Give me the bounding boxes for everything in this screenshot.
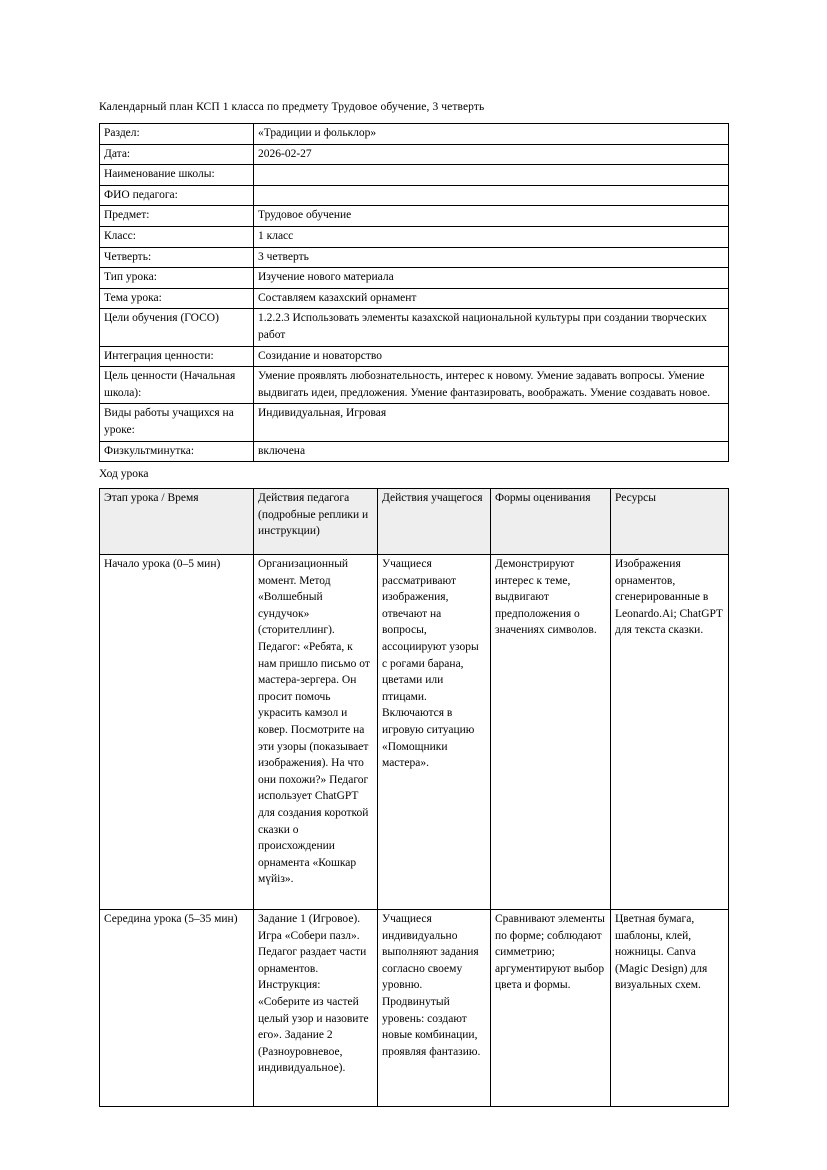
cell-teacher-actions: Организационный момент. Метод «Волшебный сундучок» (сторителлинг). Педагог: «Ребята, к нам пришло письмо от мастера-зергера. Он просит помочь украсить камзол и ковер. Посмотрите на эти узоры (показывает изображения). На что они похожи?» Педагог использует ChatGPT для создания короткой сказки о происхождении орнамента «Кошкар мүйіз».: [254, 555, 378, 910]
info-value: [254, 165, 729, 186]
info-value: «Традиции и фольклор»: [254, 124, 729, 145]
info-label: Физкультминутка:: [100, 441, 254, 462]
table-row: [100, 346, 729, 367]
info-label: Виды работы учащихся на уроке:: [100, 404, 254, 441]
info-label: Тема урока:: [100, 288, 254, 309]
table-row: [100, 367, 729, 404]
info-value: Составляем казахский орнамент: [254, 288, 729, 309]
table-row: [100, 555, 729, 910]
cell-assessment-forms: Демонстрируют интерес к теме, выдвигают предположения о значениях символов.: [491, 555, 611, 910]
table-row: [100, 144, 729, 165]
info-value: включена: [254, 441, 729, 462]
info-value: Индивидуальная, Игровая: [254, 404, 729, 441]
cell-stage: Начало урока (0–5 мин): [100, 555, 254, 910]
info-label: Цель ценности (Начальная школа):: [100, 367, 254, 404]
column-header-stage: Этап урока / Время: [100, 489, 254, 555]
cell-resources: Цветная бумага, шаблоны, клей, ножницы. Canva (Magic Design) для визуальных схем.: [611, 910, 729, 1107]
column-header-assessment-forms: Формы оценивания: [491, 489, 611, 555]
info-label: Тип урока:: [100, 268, 254, 289]
table-row: [100, 226, 729, 247]
info-value: 3 четверть: [254, 247, 729, 268]
table-header-row: [100, 489, 729, 555]
info-label: Класс:: [100, 226, 254, 247]
cell-resources: Изображения орнаментов, сгенерированные в Leonardo.Ai; ChatGPT для текста сказки.: [611, 555, 729, 910]
table-row: [100, 206, 729, 227]
column-header-student-actions: Действия учащегося: [378, 489, 491, 555]
page-title: Календарный план КСП 1 класса по предмету Трудовое обучение, 3 четверть: [99, 101, 485, 113]
table-row: [100, 910, 729, 1107]
table-row: [100, 165, 729, 186]
info-value: 2026-02-27: [254, 144, 729, 165]
cell-student-actions: Учащиеся индивидуально выполняют задания согласно своему уровню. Продвинутый уровень: создают новые комбинации, проявляя фантазию.: [378, 910, 491, 1107]
info-value: 1 класс: [254, 226, 729, 247]
cell-teacher-actions: Задание 1 (Игровое). Игра «Собери пазл». Педагог раздает части орнаментов. Инструкция: «Соберите из частей целый узор и назовите его». Задание 2 (Разноуровневое, индивидуальное).: [254, 910, 378, 1107]
info-value: Умение проявлять любознательность, интерес к новому. Умение задавать вопросы. Умение выдвигать идеи, предложения. Умение фантазировать, воображать. Умение создавать новое.: [254, 367, 729, 404]
info-label: Цели обучения (ГОСО): [100, 309, 254, 346]
info-value: Созидание и новаторство: [254, 346, 729, 367]
table-row: [100, 185, 729, 206]
info-label: Наименование школы:: [100, 165, 254, 186]
lesson-flow-table: [99, 488, 729, 1107]
info-label: Дата:: [100, 144, 254, 165]
info-label: Раздел:: [100, 124, 254, 145]
cell-assessment-forms: Сравнивают элементы по форме; соблюдают симметрию; аргументируют выбор цвета и формы.: [491, 910, 611, 1107]
table-row: [100, 268, 729, 289]
info-value: Изучение нового материала: [254, 268, 729, 289]
info-label: ФИО педагога:: [100, 185, 254, 206]
column-header-teacher-actions: Действия педагога (подробные реплики и инструкции): [254, 489, 378, 555]
lesson-info-table: [99, 123, 729, 462]
info-value: Трудовое обучение: [254, 206, 729, 227]
info-value: 1.2.2.3 Использовать элементы казахской национальной культуры при создании творческих работ: [254, 309, 729, 346]
table-row: [100, 288, 729, 309]
info-label: Интеграция ценности:: [100, 346, 254, 367]
info-value: [254, 185, 729, 206]
lesson-flow-label: Ход урока: [99, 468, 149, 481]
info-label: Предмет:: [100, 206, 254, 227]
table-row: [100, 124, 729, 145]
info-label: Четверть:: [100, 247, 254, 268]
document-content: [99, 99, 728, 1107]
table-row: [100, 404, 729, 441]
table-row: [100, 247, 729, 268]
table-row: [100, 441, 729, 462]
table-row: [100, 309, 729, 346]
cell-stage: Середина урока (5–35 мин): [100, 910, 254, 1107]
column-header-resources: Ресурсы: [611, 489, 729, 555]
cell-student-actions: Учащиеся рассматривают изображения, отвечают на вопросы, ассоциируют узоры с рогами барана, цветами или птицами. Включаются в игровую ситуацию «Помощники мастера».: [378, 555, 491, 910]
